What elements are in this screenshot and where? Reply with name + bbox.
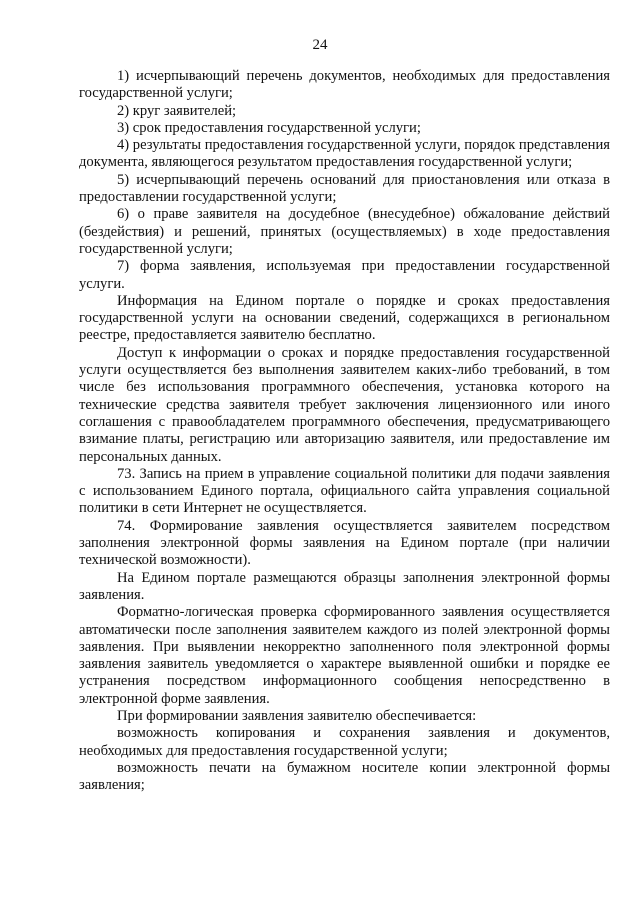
paragraph-section-73: 73. Запись на прием в управление социальной политики для подачи заявления с использованием Единого портала, официального сайта управления социальной политики в сети Интернет не осуществляется.: [79, 465, 610, 517]
page-body: [79, 68, 610, 794]
list-item-appeal-rights: 6) о праве заявителя на досудебное (внесудебное) обжалование действий (бездействия) и решений, принятых (осуществляемых) в ходе предоставления государственной услуги;: [79, 206, 610, 257]
list-item-documents: 1) исчерпывающий перечень документов, необходимых для предоставления государственной услуги;: [79, 68, 610, 102]
list-item-applicants: 2) круг заявителей;: [117, 102, 237, 119]
paragraph-section-74: 74. Формирование заявления осуществляется заявителем посредством заполнения электронной формы заявления на Едином портале (при наличии технической возможности).: [79, 517, 610, 569]
list-item-term: 3) срок предоставления государственной услуги;: [117, 119, 421, 136]
list-item-application-form: 7) форма заявления, используемая при предоставлении государственной услуги.: [79, 258, 610, 292]
paragraph-access-info: Доступ к информации о сроках и порядке предоставления государственной услуги осуществляется без выполнения заявителем каких-либо требований, в том числе без использования программного обеспечения, установка которого на технические средства заявителя требует заключения лицензионного или иного соглашения с правообладателем программного обеспечения, предусматривающего взимание платы, регистрацию или авторизацию заявителя, или предоставление им персональных данных.: [79, 344, 610, 465]
paragraph-provided-features: При формировании заявления заявителю обеспечивается:: [117, 707, 477, 724]
list-item-results: 4) результаты предоставления государственной услуги, порядок представления документа, являющегося результатом предоставления государственной услуги;: [79, 137, 610, 171]
list-item-copy-save: возможность копирования и сохранения заявления и документов, необходимых для предоставления государственной услуги;: [79, 725, 610, 759]
list-item-grounds: 5) исчерпывающий перечень оснований для приостановления или отказа в предоставлении государственной услуги;: [79, 171, 610, 206]
page-number: 24: [312, 37, 328, 53]
paragraph-samples: На Едином портале размещаются образцы заполнения электронной формы заявления.: [79, 569, 610, 603]
paragraph-portal-info: Информация на Едином портале о порядке и сроках предоставления государственной услуги на основании сведений, содержащихся в региональном реестре, предоставляется заявителю бесплатно.: [79, 292, 610, 344]
paragraph-validation: Форматно-логическая проверка сформированного заявления осуществляется автоматически после заполнения заявителем каждого из полей электронной формы заявления. При выявлении некорректно заполненного поля электронной формы заявления заявитель уведомляется о характере выявленной ошибки и порядке ее устранения посредством информационного сообщения непосредственно в электронной форме заявления.: [79, 604, 610, 707]
list-item-print: возможность печати на бумажном носителе копии электронной формы заявления;: [79, 759, 610, 794]
